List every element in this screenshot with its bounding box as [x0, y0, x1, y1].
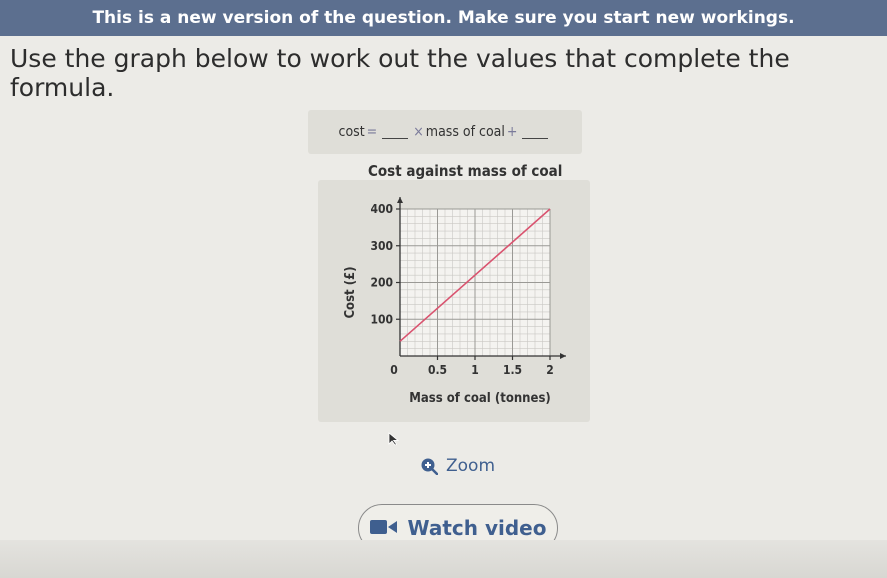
formula-plus: + [506, 124, 518, 140]
formula-middle: mass of coal [425, 124, 505, 140]
zoom-button[interactable] [420, 454, 495, 478]
intercept-blank[interactable] [522, 126, 548, 139]
x-tick-label: 2 [546, 363, 554, 377]
zoom-label: Zoom [446, 456, 496, 476]
zoom-in-icon [420, 457, 438, 475]
y-tick-label: 100 [370, 312, 393, 327]
y-axis-arrow [397, 197, 403, 203]
x-tick-label: 1.5 [502, 363, 523, 377]
video-icon [370, 516, 398, 540]
formula-equals: = [366, 124, 378, 140]
origin-label: 0 [390, 363, 398, 377]
mouse-cursor-icon [388, 432, 400, 451]
formula-box [308, 110, 582, 154]
y-axis-label: Cost (£) [343, 266, 358, 319]
x-axis-label: Mass of coal (tonnes) [409, 391, 551, 406]
chart-title: Cost against mass of coal [368, 162, 563, 180]
x-axis-arrow [560, 353, 566, 359]
bottom-strip [0, 540, 887, 578]
y-tick-label: 400 [370, 202, 393, 216]
y-tick-label: 200 [370, 275, 393, 290]
formula-times: × [413, 124, 424, 140]
gradient-blank[interactable] [382, 126, 408, 139]
banner-text: This is a new version of the question. Make sure you start new workings. [92, 8, 795, 28]
question-text: Use the graph below to work out the values that complete the formula. [10, 44, 790, 102]
new-version-banner [0, 0, 887, 36]
line-chart [318, 180, 590, 422]
y-tick-label: 300 [370, 238, 393, 253]
watch-video-label: Watch video [407, 516, 547, 540]
chart-panel [318, 180, 590, 422]
x-tick-label: 0.5 [427, 363, 448, 377]
formula-lhs: cost [338, 124, 365, 140]
x-tick-label: 1 [471, 363, 479, 377]
